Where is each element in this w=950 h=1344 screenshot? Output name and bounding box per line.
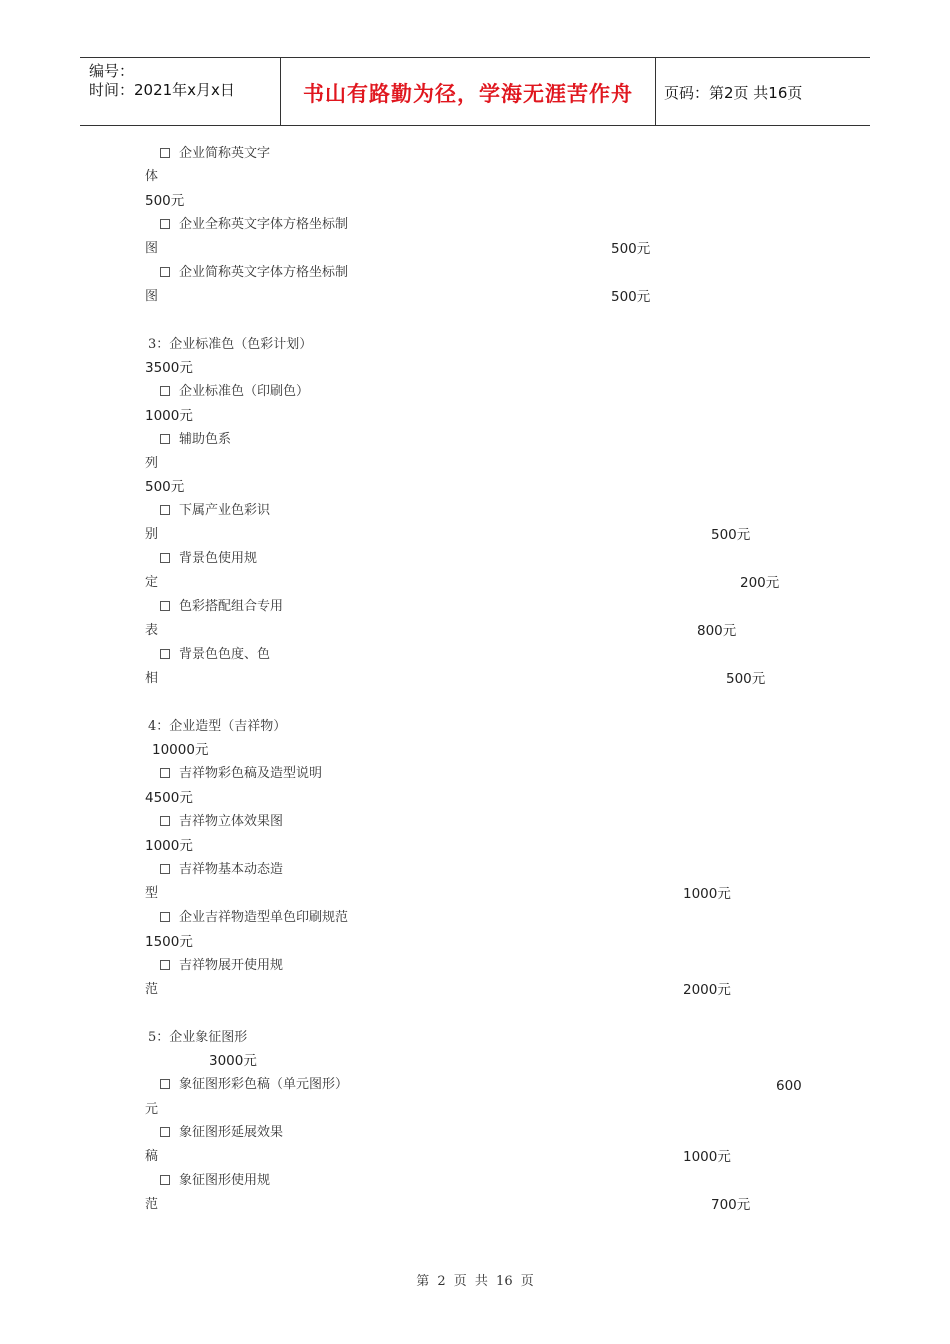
section-heading: 3：企业标准色（色彩计划） [148, 337, 313, 352]
price: 1500元 [145, 934, 193, 950]
price: 1000元 [683, 1149, 731, 1165]
price: 1000元 [683, 886, 731, 902]
checkbox-icon [160, 434, 170, 444]
list-item: 下属产业色彩识 [160, 503, 270, 519]
price: 500元 [611, 241, 651, 257]
page-info: 页码：第2页 共16页 [664, 84, 803, 102]
list-item: 色彩搭配组合专用 [160, 599, 283, 615]
text-line: 相 [145, 671, 159, 686]
checkbox-icon [160, 649, 170, 659]
price: 600 [776, 1078, 802, 1094]
section-heading: 4：企业造型（吉祥物） [148, 719, 287, 734]
price: 800元 [697, 623, 737, 639]
section-heading: 5：企业象征图形 [148, 1030, 248, 1045]
checkbox-icon [160, 386, 170, 396]
checkbox-icon [160, 1079, 170, 1089]
text-line: 范 [145, 982, 159, 997]
checkbox-icon [160, 816, 170, 826]
list-item: 企业全称英文字体方格坐标制 [160, 217, 348, 233]
checkbox-icon [160, 768, 170, 778]
list-item: 吉祥物基本动态造 [160, 862, 283, 878]
list-item: 辅助色系 [160, 432, 231, 448]
text-line: 图 [145, 289, 159, 304]
code-label: 编号： [89, 62, 135, 80]
text-line: 别 [145, 527, 159, 542]
list-item: 企业简称英文字体方格坐标制 [160, 265, 348, 281]
text-line: 定 [145, 575, 159, 590]
checkbox-icon [160, 960, 170, 970]
price: 200元 [740, 575, 780, 591]
price: 10000元 [152, 742, 209, 758]
checkbox-icon [160, 864, 170, 874]
checkbox-icon [160, 553, 170, 563]
price: 1000元 [145, 408, 193, 424]
price: 500元 [145, 193, 185, 209]
price: 500元 [611, 289, 651, 305]
price: 1000元 [145, 838, 193, 854]
list-item: 吉祥物展开使用规 [160, 958, 283, 974]
list-item: 象征图形延展效果 [160, 1125, 283, 1141]
motto-text: 书山有路勤为径，学海无涯苦作舟 [303, 81, 633, 106]
time-label: 时间：2021年x月x日 [89, 81, 235, 99]
checkbox-icon [160, 1127, 170, 1137]
text-line: 列 [145, 456, 159, 471]
page-footer: 第 2 页 共 16 页 [416, 1274, 534, 1289]
list-item: 背景色使用规 [160, 551, 257, 567]
checkbox-icon [160, 148, 170, 158]
price: 3500元 [145, 360, 193, 376]
text-line: 表 [145, 623, 159, 638]
price: 500元 [711, 527, 751, 543]
list-item: 象征图形使用规 [160, 1173, 270, 1189]
list-item: 象征图形彩色稿（单元图形） [160, 1077, 348, 1093]
price: 2000元 [683, 982, 731, 998]
list-item: 吉祥物彩色稿及造型说明 [160, 766, 322, 782]
list-item: 企业简称英文字 [160, 146, 270, 162]
checkbox-icon [160, 267, 170, 277]
price: 700元 [711, 1197, 751, 1213]
list-item: 背景色色度、色 [160, 647, 270, 663]
list-item: 企业标准色（印刷色） [160, 384, 309, 400]
list-item: 企业吉祥物造型单色印刷规范 [160, 910, 348, 926]
checkbox-icon [160, 219, 170, 229]
text-line: 图 [145, 241, 159, 256]
price: 500元 [145, 479, 185, 495]
checkbox-icon [160, 505, 170, 515]
text-line: 型 [145, 886, 159, 901]
price: 3000元 [209, 1053, 257, 1069]
checkbox-icon [160, 912, 170, 922]
text-line: 稿 [145, 1149, 159, 1164]
text-line: 范 [145, 1197, 159, 1212]
price: 500元 [726, 671, 766, 687]
checkbox-icon [160, 1175, 170, 1185]
text-line: 元 [145, 1102, 159, 1117]
checkbox-icon [160, 601, 170, 611]
price: 4500元 [145, 790, 193, 806]
list-item: 吉祥物立体效果图 [160, 814, 283, 830]
text-line: 体 [145, 169, 159, 184]
